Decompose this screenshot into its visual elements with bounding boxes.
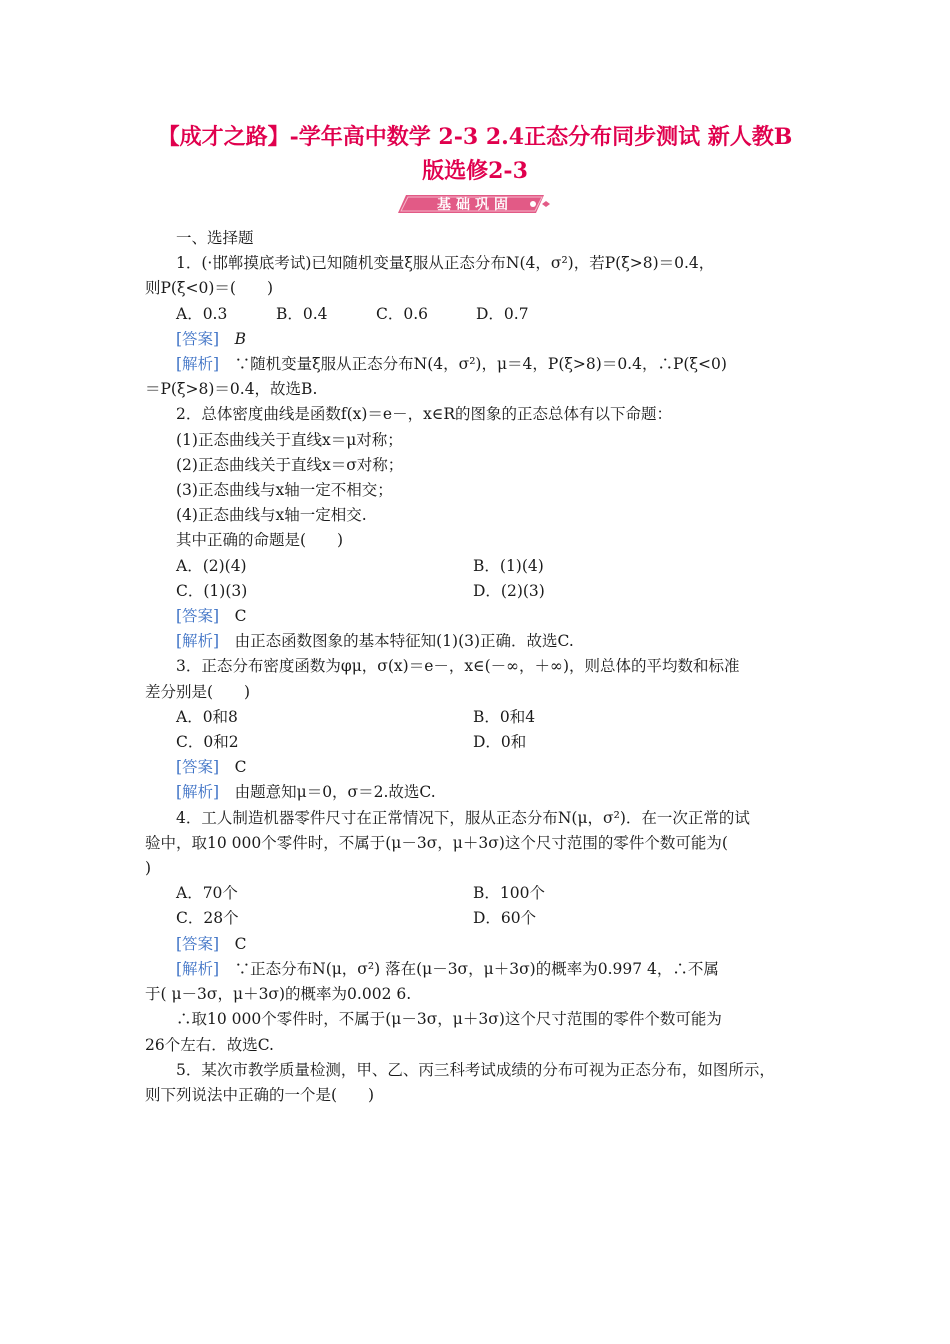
document-body	[145, 226, 811, 1108]
q4-option-a: A．70个	[176, 884, 238, 903]
q4-stem-line2: 验中，取10 000个零件时，不属于(μ－3σ，μ＋3σ)这个尺寸范围的零件个数可能为(	[145, 833, 728, 852]
q4-analysis-line2: 于( μ－3σ，μ＋3σ)的概率为0.002 6.	[145, 985, 412, 1004]
q3-option-c: C．0和2	[176, 733, 239, 752]
q1-option-b: B．0.4	[276, 304, 328, 323]
banner-label: 基础巩固	[437, 197, 513, 213]
q4-analysis-line1	[145, 957, 811, 982]
q2-answer: C	[234, 607, 247, 626]
q2-analysis-text: 由正态函数图象的基本特征知(1)(3)正确．故选C.	[234, 632, 574, 651]
analysis-label: [解析]	[176, 783, 220, 802]
q1-answer: B	[234, 329, 247, 348]
q3-option-d: D．0和	[473, 733, 527, 752]
q1-stem-line2: 则P(ξ<0)＝( )	[145, 279, 274, 298]
q2-prop-2: (2)正态曲线关于直线x＝σ对称；	[176, 455, 404, 474]
q3-answer: C	[234, 758, 247, 777]
answer-label: [答案]	[176, 758, 220, 777]
answer-label: [答案]	[176, 934, 220, 953]
q4-option-c: C．28个	[176, 909, 239, 928]
q4-analysis-text1: ∵正态分布N(μ，σ²) 落在(μ－3σ，μ＋3σ)的概率为0.997 4，∴不属	[234, 959, 719, 978]
q2-option-d: D．(2)(3)	[473, 581, 545, 600]
q5-stem-line2: 则下列说法中正确的一个是( )	[145, 1085, 375, 1104]
q3-option-a: A．0和8	[176, 707, 238, 726]
q2-stem: 2．总体密度曲线是函数f(x)＝e－，x∈R的图象的正态总体有以下命题：	[176, 405, 672, 424]
q3-analysis-text: 由题意知μ＝0，σ＝2.故选C.	[234, 783, 436, 802]
analysis-label: [解析]	[176, 959, 220, 978]
q3-options-row1	[145, 705, 811, 730]
q1-options	[145, 302, 811, 327]
q3-stem-line2: 差分别是( )	[145, 682, 251, 701]
q4-options-row1	[145, 881, 811, 906]
q2-options-row1	[145, 554, 811, 579]
q1-option-c: C．0.6	[376, 304, 429, 323]
q4-options-row2	[145, 906, 811, 931]
q2-answer-line	[145, 604, 811, 629]
analysis-label: [解析]	[176, 355, 220, 374]
q2-analysis-line	[145, 629, 811, 654]
q1-option-a: A．0.3	[176, 304, 228, 323]
q1-analysis-line1	[145, 352, 811, 377]
q2-option-c: C．(1)(3)	[176, 581, 248, 600]
q2-prop-3: (3)正态曲线与x轴一定不相交；	[176, 481, 393, 500]
q3-analysis-line	[145, 780, 811, 805]
q1-answer-line	[145, 327, 811, 352]
section-heading: 一、选择题	[176, 229, 254, 247]
q3-answer-line	[145, 755, 811, 780]
answer-label: [答案]	[176, 329, 220, 348]
q4-option-b: B．100个	[473, 884, 545, 903]
answer-label: [答案]	[176, 607, 220, 626]
title-line-1: 【成才之路】-学年高中数学 2-3 2.4正态分布同步测试 新人教B	[157, 124, 793, 150]
title-line-2: 版选修2-3	[422, 158, 528, 184]
q4-answer: C	[234, 934, 247, 953]
analysis-label: [解析]	[176, 632, 220, 651]
document-title	[120, 120, 830, 188]
q4-stem-line1: 4．工人制造机器零件尺寸在正常情况下，服从正态分布N(μ，σ²)．在一次正常的试	[176, 808, 750, 827]
q1-analysis-line2: ＝P(ξ>8)＝0.4，故选B.	[145, 380, 318, 399]
q1-option-d: D．0.7	[476, 304, 529, 323]
section-banner	[396, 192, 554, 216]
q2-option-b: B．(1)(4)	[473, 556, 544, 575]
q4-analysis-line4: 26个左右．故选C.	[145, 1035, 274, 1054]
q5-stem-line1: 5．某次市教学质量检测，甲、乙、丙三科考试成绩的分布可视为正态分布，如图所示，	[176, 1060, 775, 1079]
q4-answer-line	[145, 932, 811, 957]
q2-ask: 其中正确的命题是( )	[176, 531, 344, 550]
q1-analysis-text1: ∵随机变量ξ服从正态分布N(4，σ²)，μ＝4，P(ξ>8)＝0.4，∴P(ξ<0)	[234, 355, 727, 374]
q2-option-a: A．(2)(4)	[176, 556, 247, 575]
q3-options-row2	[145, 730, 811, 755]
q3-stem-line1: 3．正态分布密度函数为φμ，σ(x)＝e－，x∈(－∞，＋∞)，则总体的平均数和标准	[176, 657, 740, 676]
q4-analysis-line3: ∴取10 000个零件时，不属于(μ－3σ，μ＋3σ)这个尺寸范围的零件个数可能为	[176, 1010, 722, 1029]
q2-prop-1: (1)正态曲线关于直线x＝μ对称；	[176, 430, 403, 449]
q1-stem-line1: 1．(·邯郸摸底考试)已知随机变量ξ服从正态分布N(4，σ²)，若P(ξ>8)＝0.4，	[176, 254, 715, 273]
q3-option-b: B．0和4	[473, 707, 536, 726]
q2-options-row2	[145, 579, 811, 604]
q4-option-d: D．60个	[473, 909, 537, 928]
q4-stem-line3: )	[145, 859, 152, 878]
q2-prop-4: (4)正态曲线与x轴一定相交.	[176, 506, 367, 525]
